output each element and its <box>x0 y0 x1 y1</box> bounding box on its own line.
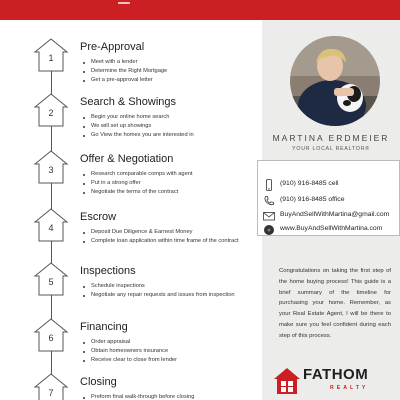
globe-icon <box>263 223 275 235</box>
brand-sub: REALTY <box>330 385 369 391</box>
step-task-item: Negotiate the terms of the contract <box>80 188 258 197</box>
step-task-item: Complete loan application within time frame of the contract <box>80 237 258 246</box>
step-task-item: We will set up showings <box>80 122 258 131</box>
step-task-item: Get a pre-approval letter <box>80 76 258 85</box>
intro-paragraph: Congratulations on taking the first step of the home buying process! This guide is a brief summary of the timeline for purchasing your home. Remember, as your Real Estate Agent, I will be there to make sure you feel confident during each step of this process. <box>279 268 391 339</box>
envelope-icon <box>263 209 275 221</box>
agent-name: MARTINA ERDMEIER <box>272 133 390 143</box>
step-task-item: Preform final walk-through before closing <box>80 393 258 400</box>
mobile-phone-icon <box>263 178 275 190</box>
step-task-list <box>80 282 258 300</box>
agent-title: YOUR LOCAL REALTOR® <box>292 146 370 152</box>
step-task-list <box>80 58 258 85</box>
step-task-item: Begin your online home search <box>80 113 258 122</box>
contact-office-row[interactable] <box>258 194 400 207</box>
step-title: Financing <box>80 321 128 333</box>
contact-box <box>257 160 400 236</box>
header-bar <box>0 0 400 20</box>
contact-email-row[interactable] <box>258 209 400 222</box>
step-task-item: Receive clear to close from lender <box>80 356 258 365</box>
step-title: Pre-Approval <box>80 41 145 53</box>
step-task-item: Negotiate any repair requests and issues from inspection <box>80 291 258 300</box>
step-title: Search & Showings <box>80 96 176 108</box>
step-task-item: Obtain homeowners insurance <box>80 347 258 356</box>
contact-website-row[interactable] <box>258 223 400 236</box>
step-title: Inspections <box>80 265 136 277</box>
step-number: 3 <box>48 165 54 175</box>
avatar <box>290 36 380 126</box>
step-task-item: Order appraisal <box>80 338 258 347</box>
step-number: 4 <box>48 223 54 233</box>
header-accent-dash <box>118 2 130 4</box>
step-task-item: Meet with a lender <box>80 58 258 67</box>
step-task-item: Schedule inspections <box>80 282 258 291</box>
step-number: 5 <box>48 277 54 287</box>
step-task-list <box>80 338 258 365</box>
step-number: 6 <box>48 333 54 343</box>
step-title: Escrow <box>80 211 117 223</box>
step-task-list <box>80 113 258 140</box>
contact-cell-row[interactable] <box>258 178 400 191</box>
step-number: 7 <box>48 388 54 398</box>
contact-office[interactable]: (910) 916-8485 office <box>280 196 345 203</box>
step-task-list <box>80 393 258 400</box>
step-task-item: Go View the homes you are interested in <box>80 131 258 140</box>
step-task-item: Put in a strong offer <box>80 179 258 188</box>
step-number: 2 <box>48 108 54 118</box>
step-number: 1 <box>48 53 54 63</box>
contact-website[interactable]: www.BuyAndSellWithMartina.com <box>280 225 383 232</box>
step-title: Offer & Negotiation <box>80 153 174 165</box>
step-task-item: Research comparable comps with agent <box>80 170 258 179</box>
step-title: Closing <box>80 376 117 388</box>
step-task-item: Deposit Due Diligence & Earnest Money <box>80 228 258 237</box>
step-task-item: Determine the Right Mortgage <box>80 67 258 76</box>
contact-cell[interactable]: (910) 916-8485 cell <box>280 180 339 187</box>
step-task-list <box>80 170 258 197</box>
step-task-list <box>80 228 258 246</box>
brand-name: FATHOM <box>303 366 369 383</box>
phone-icon <box>263 194 275 206</box>
contact-email[interactable]: BuyAndSellWithMartina@gmail.com <box>280 211 390 218</box>
